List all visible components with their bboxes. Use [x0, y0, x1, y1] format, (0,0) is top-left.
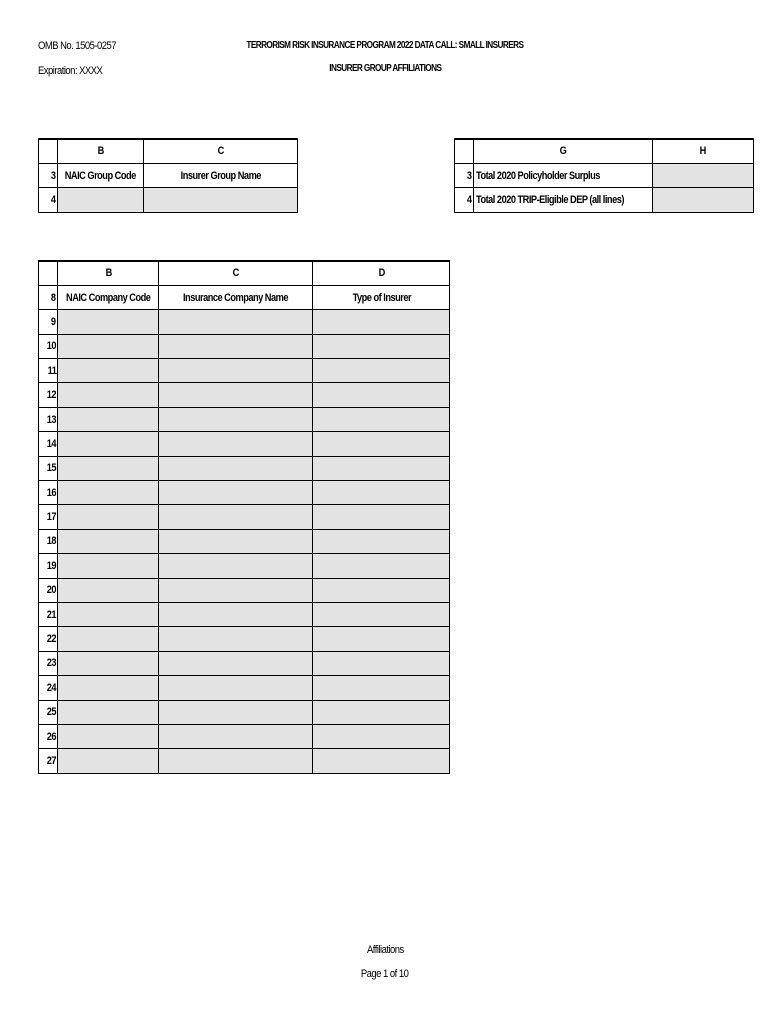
type-of-insurer-input[interactable]: [313, 334, 450, 358]
table-row: [39, 627, 450, 651]
naic-company-code-input[interactable]: [58, 529, 159, 553]
type-of-insurer-input[interactable]: [313, 651, 450, 675]
row-number: 13: [39, 407, 58, 431]
naic-group-code-input[interactable]: [58, 188, 144, 212]
row-number: 27: [39, 749, 58, 773]
row-number: 20: [39, 578, 58, 602]
form-title: TERRORISM RISK INSURANCE PROGRAM 2022 DATA CALL: SMALL INSURERS: [246, 40, 524, 51]
naic-company-code-input[interactable]: [58, 456, 159, 480]
row-number: 24: [39, 676, 58, 700]
corner-cell: [455, 139, 474, 163]
omb-number: OMB No. 1505-0257: [38, 40, 117, 52]
insurance-company-name-input[interactable]: [159, 334, 313, 358]
table-row: [39, 359, 450, 383]
insurance-company-name-input[interactable]: [159, 651, 313, 675]
type-of-insurer-input[interactable]: [313, 602, 450, 626]
naic-company-code-input[interactable]: [58, 334, 159, 358]
naic-company-code-input[interactable]: [58, 359, 159, 383]
row-number: 12: [39, 383, 58, 407]
table-row: [39, 456, 450, 480]
type-of-insurer-input[interactable]: [313, 676, 450, 700]
row-number: 4: [39, 188, 58, 212]
type-of-insurer-input[interactable]: [313, 724, 450, 748]
corner-cell: [39, 261, 58, 285]
row-number: 23: [39, 651, 58, 675]
row-number: 25: [39, 700, 58, 724]
sheet-name: Affiliations: [366, 944, 404, 956]
table-row: [39, 481, 450, 505]
table-row: [39, 700, 450, 724]
naic-company-code-input[interactable]: [58, 432, 159, 456]
type-of-insurer-input[interactable]: [313, 700, 450, 724]
page-number: Page 1 of 10: [361, 968, 409, 980]
header-insurer-group-name: Insurer Group Name: [144, 163, 298, 187]
table-row: [39, 407, 450, 431]
table-row: [39, 432, 450, 456]
table-row: [39, 602, 450, 626]
row-number: 16: [39, 481, 58, 505]
type-of-insurer-input[interactable]: [313, 310, 450, 334]
naic-company-code-input[interactable]: [58, 651, 159, 675]
row-number: 18: [39, 529, 58, 553]
row-number: 10: [39, 334, 58, 358]
table-row: [39, 505, 450, 529]
row-number: 14: [39, 432, 58, 456]
type-of-insurer-input[interactable]: [313, 627, 450, 651]
naic-company-code-input[interactable]: [58, 602, 159, 626]
insurance-company-table: [38, 260, 450, 774]
naic-company-code-input[interactable]: [58, 627, 159, 651]
insurance-company-name-input[interactable]: [159, 481, 313, 505]
insurer-group-name-input[interactable]: [144, 188, 298, 212]
naic-company-code-input[interactable]: [58, 700, 159, 724]
insurance-company-name-input[interactable]: [159, 627, 313, 651]
row-number: 22: [39, 627, 58, 651]
table-row: [39, 724, 450, 748]
insurance-company-name-input[interactable]: [159, 359, 313, 383]
table-row: [39, 578, 450, 602]
surplus-table: [454, 138, 754, 213]
column-letter: C: [144, 139, 298, 163]
insurance-company-name-input[interactable]: [159, 432, 313, 456]
row-number: 19: [39, 554, 58, 578]
insurance-company-name-input[interactable]: [159, 554, 313, 578]
header-naic-company-code: NAIC Company Code: [58, 285, 159, 309]
row-number: 21: [39, 602, 58, 626]
type-of-insurer-input[interactable]: [313, 554, 450, 578]
naic-company-code-input[interactable]: [58, 676, 159, 700]
trip-eligible-dep-input[interactable]: [653, 188, 754, 212]
row-number: 8: [39, 285, 58, 309]
type-of-insurer-input[interactable]: [313, 407, 450, 431]
table-row: [39, 529, 450, 553]
naic-company-code-input[interactable]: [58, 724, 159, 748]
naic-company-code-input[interactable]: [58, 383, 159, 407]
insurance-company-name-input[interactable]: [159, 749, 313, 773]
column-letter: H: [653, 139, 754, 163]
naic-company-code-input[interactable]: [58, 749, 159, 773]
table-row: [39, 651, 450, 675]
policyholder-surplus-label: Total 2020 Policyholder Surplus: [474, 163, 653, 187]
insurance-company-name-input[interactable]: [159, 383, 313, 407]
table-row: [39, 554, 450, 578]
insurance-company-name-input[interactable]: [159, 602, 313, 626]
expiration: Expiration: XXXX: [38, 65, 103, 77]
insurance-company-name-input[interactable]: [159, 700, 313, 724]
naic-company-code-input[interactable]: [58, 481, 159, 505]
type-of-insurer-input[interactable]: [313, 578, 450, 602]
naic-company-code-input[interactable]: [58, 310, 159, 334]
column-letter: C: [159, 261, 313, 285]
type-of-insurer-input[interactable]: [313, 456, 450, 480]
type-of-insurer-input[interactable]: [313, 359, 450, 383]
insurance-company-name-input[interactable]: [159, 407, 313, 431]
corner-cell: [39, 139, 58, 163]
row-number: 26: [39, 724, 58, 748]
insurance-company-name-input[interactable]: [159, 529, 313, 553]
type-of-insurer-input[interactable]: [313, 383, 450, 407]
table-row: [39, 334, 450, 358]
insurance-company-name-input[interactable]: [159, 724, 313, 748]
insurance-company-name-input[interactable]: [159, 676, 313, 700]
row-number: 4: [455, 188, 474, 212]
naic-company-code-input[interactable]: [58, 554, 159, 578]
table-row: [39, 383, 450, 407]
insurance-company-name-input[interactable]: [159, 505, 313, 529]
row-number: 3: [455, 163, 474, 187]
row-number: 17: [39, 505, 58, 529]
insurance-company-name-input[interactable]: [159, 578, 313, 602]
column-letter: B: [58, 139, 144, 163]
type-of-insurer-input[interactable]: [313, 529, 450, 553]
type-of-insurer-input[interactable]: [313, 432, 450, 456]
header-insurance-company-name: Insurance Company Name: [159, 285, 313, 309]
naic-company-code-input[interactable]: [58, 505, 159, 529]
naic-company-code-input[interactable]: [58, 407, 159, 431]
policyholder-surplus-input[interactable]: [653, 163, 754, 187]
insurer-group-table: [38, 138, 298, 213]
header-naic-group-code: NAIC Group Code: [58, 163, 144, 187]
trip-eligible-dep-label: Total 2020 TRIP-Eligible DEP (all lines): [474, 188, 653, 212]
insurance-company-name-input[interactable]: [159, 310, 313, 334]
table-row: [39, 310, 450, 334]
column-letter: G: [474, 139, 653, 163]
type-of-insurer-input[interactable]: [313, 749, 450, 773]
row-number: 3: [39, 163, 58, 187]
row-number: 9: [39, 310, 58, 334]
table-row: [39, 676, 450, 700]
insurance-company-name-input[interactable]: [159, 456, 313, 480]
row-number: 15: [39, 456, 58, 480]
type-of-insurer-input[interactable]: [313, 481, 450, 505]
naic-company-code-input[interactable]: [58, 578, 159, 602]
column-letter: D: [313, 261, 450, 285]
type-of-insurer-input[interactable]: [313, 505, 450, 529]
header-type-of-insurer: Type of Insurer: [313, 285, 450, 309]
form-subtitle: INSURER GROUP AFFILIATIONS: [328, 63, 442, 74]
column-letter: B: [58, 261, 159, 285]
row-number: 11: [39, 359, 58, 383]
table-row: [39, 749, 450, 773]
